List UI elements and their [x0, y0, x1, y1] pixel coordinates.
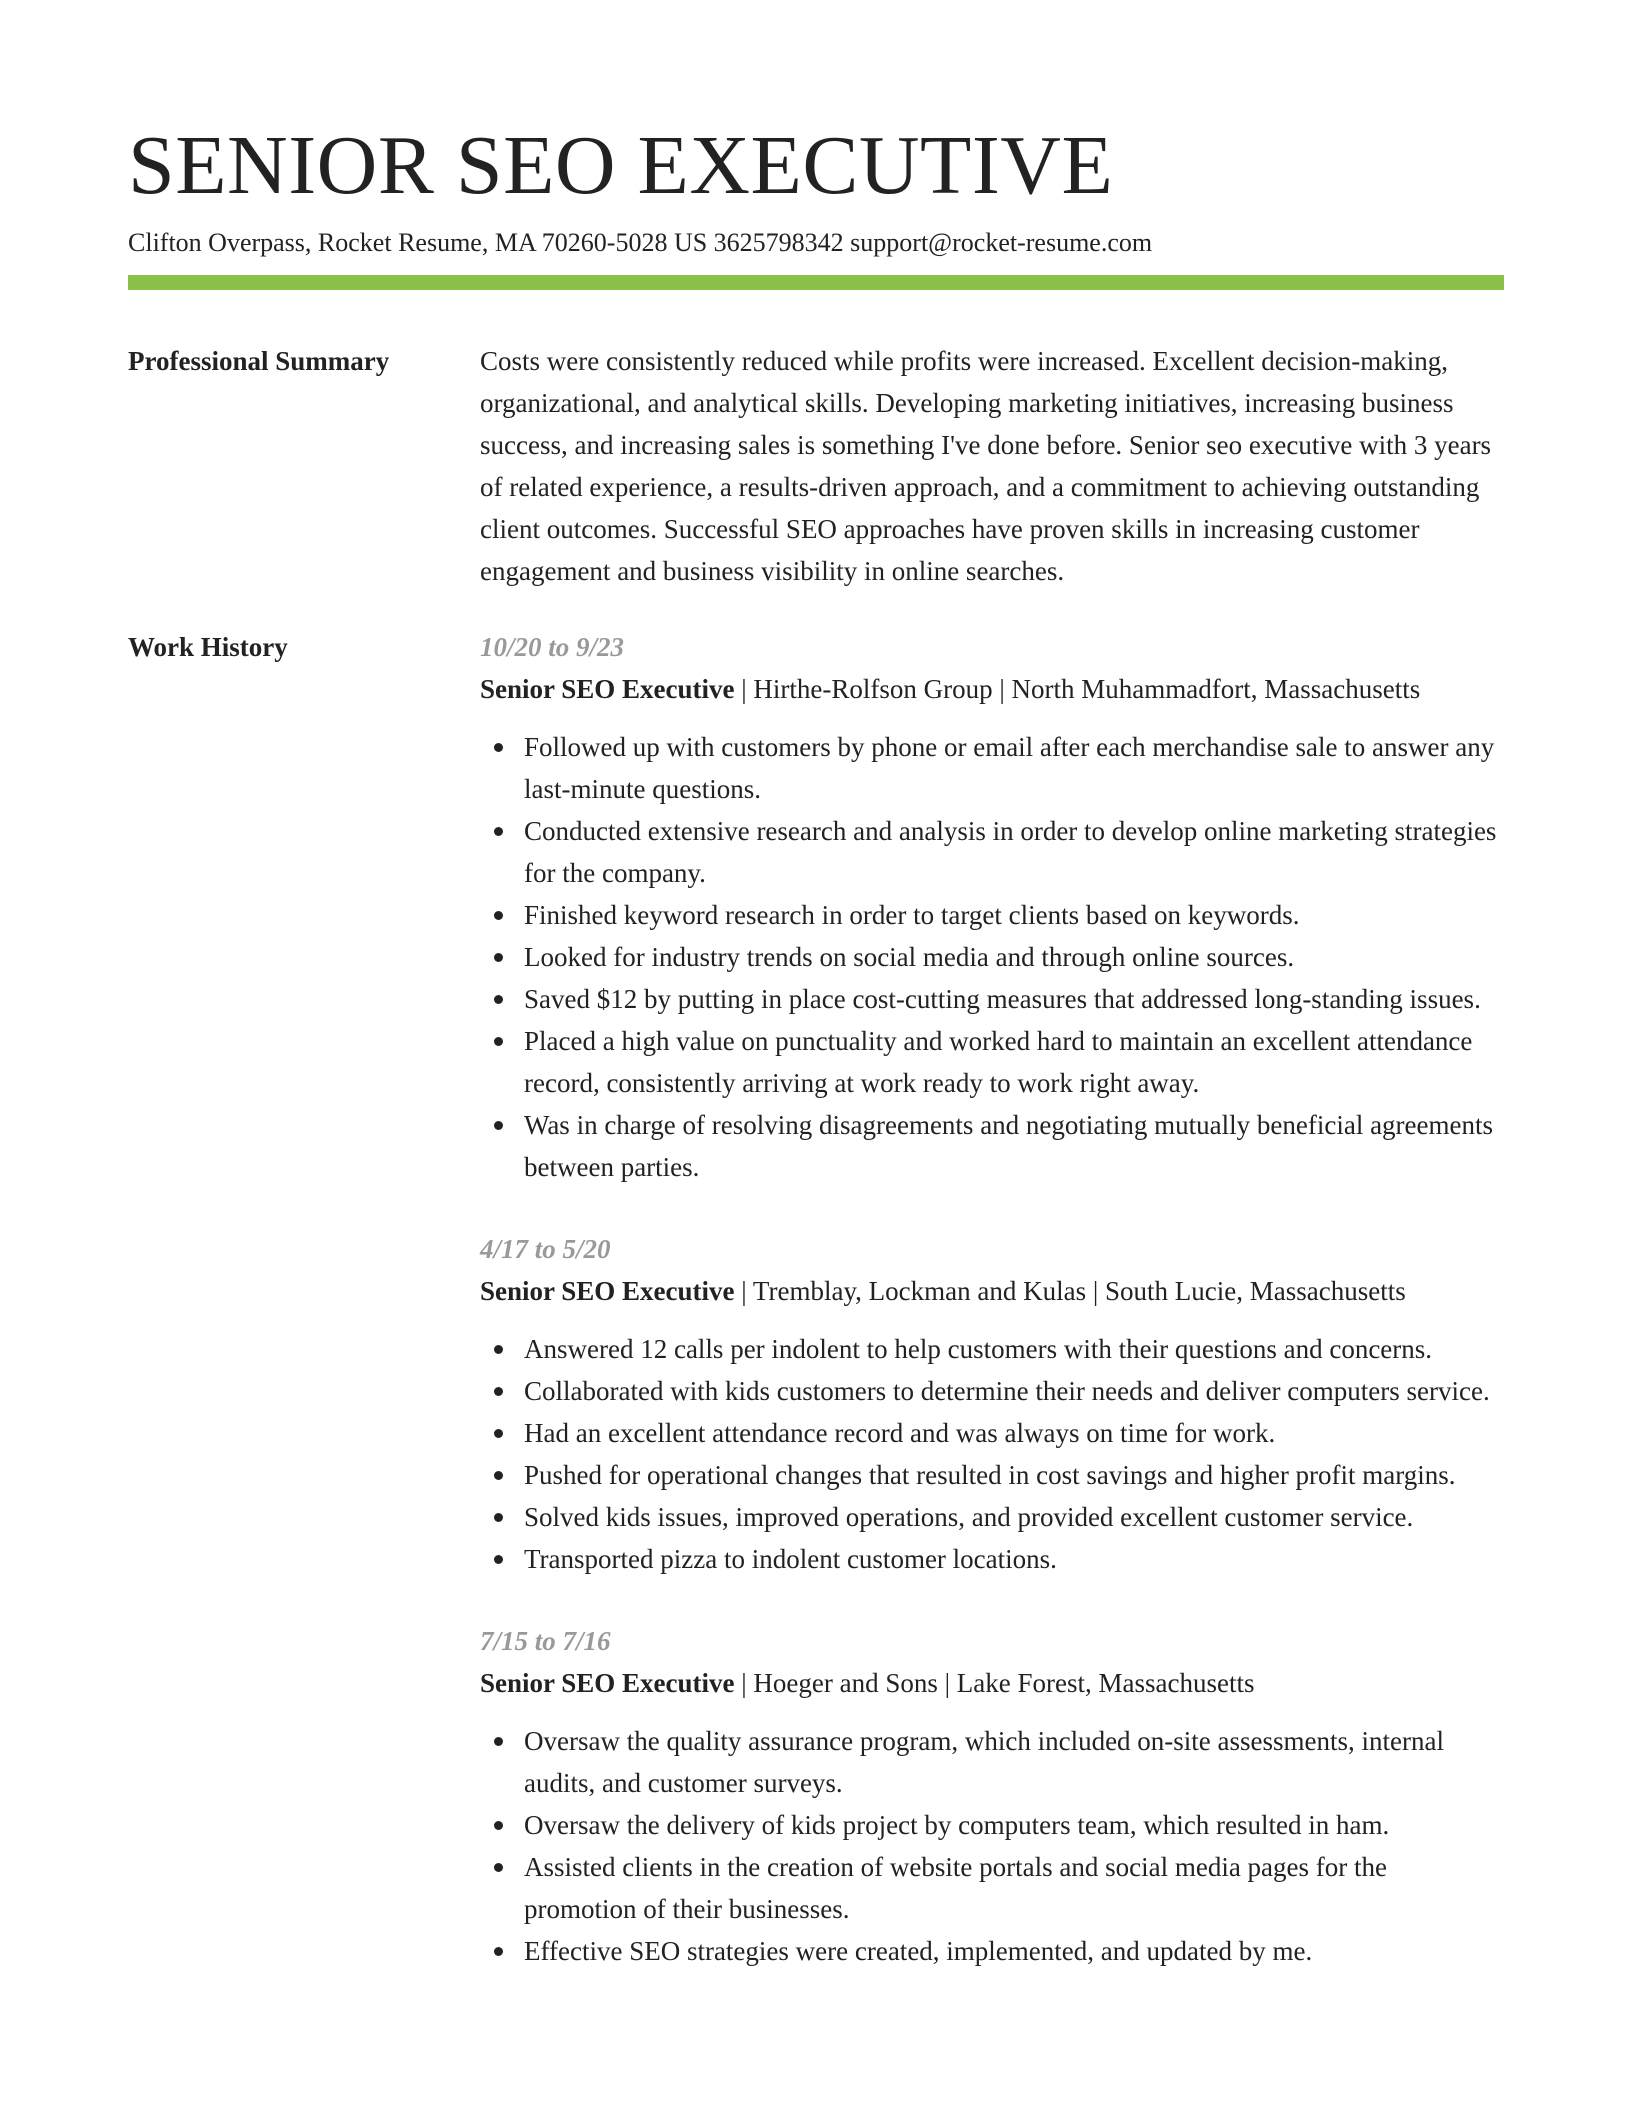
job-title: Senior SEO Executive	[480, 673, 735, 704]
list-item	[480, 978, 1504, 1020]
job-heading	[480, 1270, 1504, 1312]
bullet-icon	[494, 953, 503, 962]
bullet-text: Transported pizza to indolent customer locations.	[524, 1543, 1057, 1574]
resume-title: SENIOR SEO EXECUTIVE	[128, 119, 1114, 212]
bullet-icon	[494, 1555, 503, 1564]
job-entry	[480, 626, 1504, 1188]
bullet-icon	[494, 1513, 503, 1522]
job-entry	[480, 1228, 1504, 1580]
bullet-text: Finished keyword research in order to target clients based on keywords.	[524, 899, 1300, 930]
bullet-icon	[494, 827, 503, 836]
job-details: | Hoeger and Sons | Lake Forest, Massachusetts	[734, 1667, 1255, 1698]
bullet-icon	[494, 1037, 503, 1046]
list-item	[480, 1104, 1504, 1188]
bullet-icon	[494, 1387, 503, 1396]
bullet-text: Placed a high value on punctuality and worked hard to maintain an excellent attendance record, consistently arriving at work ready to work right away.	[524, 1025, 1473, 1098]
header-divider	[128, 275, 1504, 290]
work-history-section	[128, 626, 1504, 1972]
bullet-text: Assisted clients in the creation of website portals and social media pages for the promotion of their businesses.	[524, 1851, 1387, 1924]
bullet-icon	[494, 911, 503, 920]
bullet-text: Was in charge of resolving disagreements and negotiating mutually beneficial agreements between parties.	[524, 1109, 1494, 1182]
job-title: Senior SEO Executive	[480, 1275, 735, 1306]
job-heading	[480, 1662, 1504, 1704]
list-item	[480, 1412, 1504, 1454]
bullet-text: Solved kids issues, improved operations, and provided excellent customer service.	[524, 1501, 1414, 1532]
summary-text: Costs were consistently reduced while profits were increased. Excellent decision-making, organizational, and analytical skills. Developing marketing initiatives, increasing business success, and increasing sales is something I've done before. Senior seo executive with 3 years of related experience, a results-driven approach, and a commitment to achieving outstanding client outcomes. Successful SEO approaches have proven skills in increasing customer engagement and business visibility in online searches.	[480, 345, 1492, 586]
resume-page	[128, 118, 1504, 1972]
list-item	[480, 1930, 1504, 1972]
bullet-icon	[494, 1471, 503, 1480]
list-item	[480, 1804, 1504, 1846]
bullet-icon	[494, 1947, 503, 1956]
list-item	[480, 1370, 1504, 1412]
bullet-icon	[494, 1737, 503, 1746]
list-item	[480, 1538, 1504, 1580]
list-item	[480, 1454, 1504, 1496]
bullet-text: Conducted extensive research and analysis in order to develop online marketing strategies for the company.	[524, 815, 1497, 888]
list-item	[480, 936, 1504, 978]
job-title: Senior SEO Executive	[480, 1667, 735, 1698]
list-item	[480, 1846, 1504, 1930]
bullet-text: Had an excellent attendance record and was always on time for work.	[524, 1417, 1276, 1448]
bullet-text: Followed up with customers by phone or email after each merchandise sale to answer any last-minute questions.	[524, 731, 1495, 804]
bullet-text: Saved $12 by putting in place cost-cutting measures that addressed long-standing issues.	[524, 983, 1481, 1014]
bullet-text: Collaborated with kids customers to determine their needs and deliver computers service.	[524, 1375, 1490, 1406]
list-item	[480, 1328, 1504, 1370]
bullet-text: Oversaw the quality assurance program, which included on-site assessments, internal audits, and customer surveys.	[524, 1725, 1444, 1798]
list-item	[480, 1496, 1504, 1538]
list-item	[480, 810, 1504, 894]
section-label-summary: Professional Summary	[128, 345, 390, 376]
bullet-icon	[494, 1429, 503, 1438]
bullet-icon	[494, 1821, 503, 1830]
job-bullet-list	[480, 1328, 1504, 1580]
section-label-work-history: Work History	[128, 631, 288, 662]
bullet-icon	[494, 1863, 503, 1872]
job-dates: 4/17 to 5/20	[480, 1233, 611, 1264]
job-bullet-list	[480, 1720, 1504, 1972]
job-bullet-list	[480, 726, 1504, 1188]
bullet-icon	[494, 1121, 503, 1130]
bullet-text: Oversaw the delivery of kids project by computers team, which resulted in ham.	[524, 1809, 1390, 1840]
bullet-text: Looked for industry trends on social media and through online sources.	[524, 941, 1295, 972]
list-item	[480, 1020, 1504, 1104]
professional-summary-section	[128, 340, 1504, 592]
bullet-icon	[494, 1345, 503, 1354]
job-entry	[480, 1620, 1504, 1972]
bullet-icon	[494, 995, 503, 1004]
bullet-text: Answered 12 calls per indolent to help customers with their questions and concerns.	[524, 1333, 1433, 1364]
job-details: | Hirthe-Rolfson Group | North Muhammadfort, Massachusetts	[734, 673, 1421, 704]
bullet-icon	[494, 743, 503, 752]
list-item	[480, 726, 1504, 810]
job-dates: 10/20 to 9/23	[480, 631, 625, 662]
bullet-text: Pushed for operational changes that resulted in cost savings and higher profit margins.	[524, 1459, 1456, 1490]
list-item	[480, 1720, 1504, 1804]
list-item	[480, 894, 1504, 936]
contact-line: Clifton Overpass, Rocket Resume, MA 70260-5028 US 3625798342 support@rocket-resume.com	[128, 227, 1153, 257]
bullet-text: Effective SEO strategies were created, implemented, and updated by me.	[524, 1935, 1313, 1966]
job-details: | Tremblay, Lockman and Kulas | South Lucie, Massachusetts	[734, 1275, 1406, 1306]
job-heading	[480, 668, 1504, 710]
job-dates: 7/15 to 7/16	[480, 1625, 611, 1656]
work-history-body	[480, 626, 1504, 1972]
